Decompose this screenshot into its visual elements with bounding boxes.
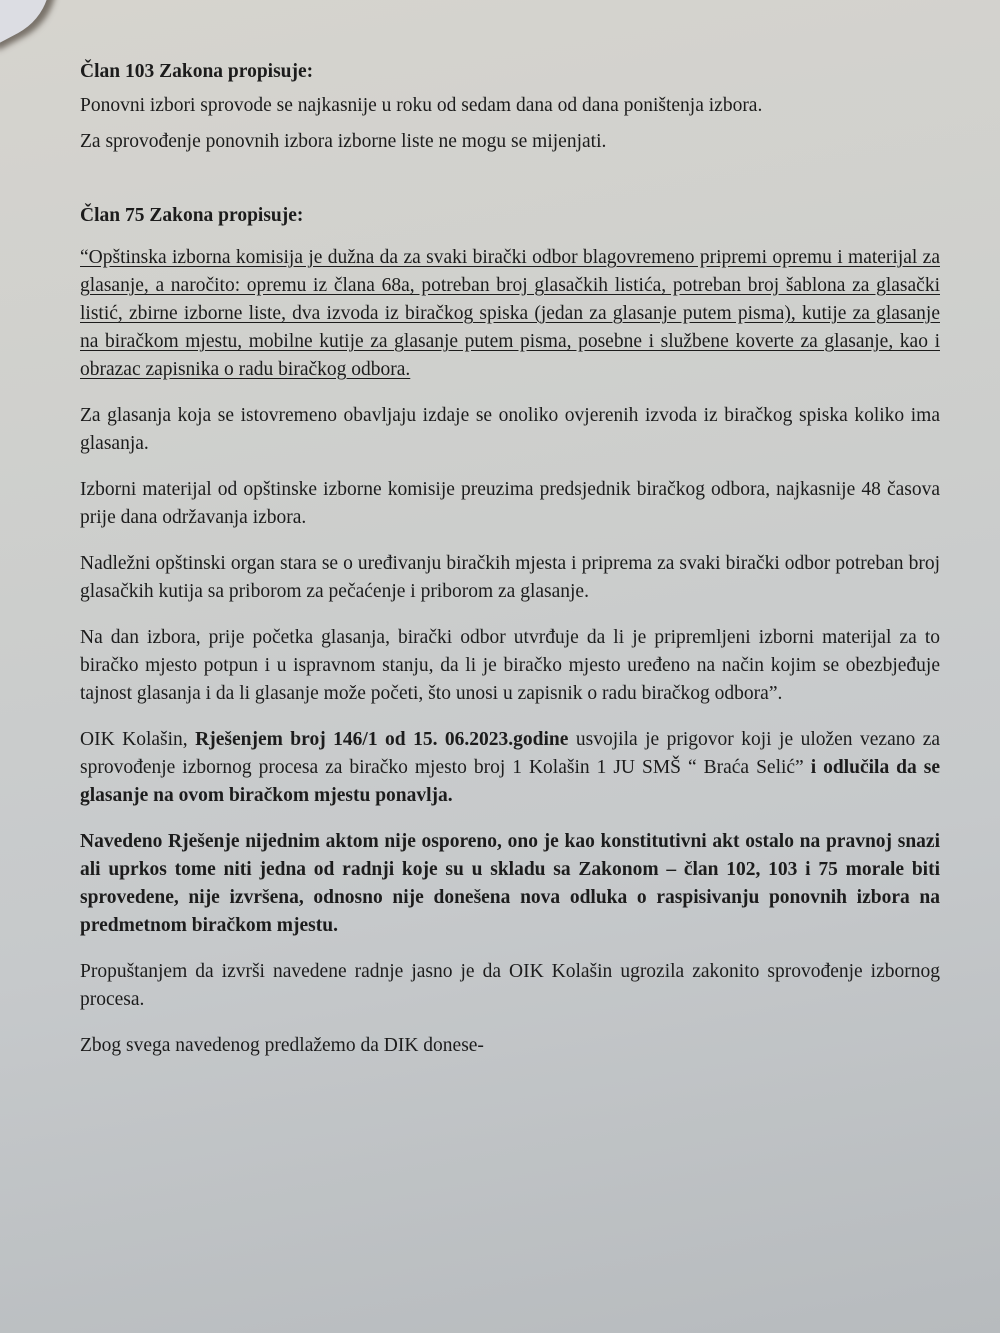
paragraph: Na dan izbora, prije početka glasanja, birački odbor utvrđuje da li je pripremljeni izborni materijal za to biračko mjesto potpun i u ispravnom stanju, da li je biračko mjesto uređeno na način kojim se obezbjeđuje tajnost glasanja i da li glasanje može početi, što unosi u zapisnik o radu biračkog odbora”.	[80, 627, 940, 704]
underlined-quote	[80, 244, 940, 384]
paragraph: Izborni materijal od opštinske izborne komisije preuzima predsjednik biračkog odbora, najkasnije 48 časova prije dana održavanja izbora.	[80, 479, 940, 528]
paragraph: Ponovni izbori sprovode se najkasnije u roku od sedam dana od dana poništenja izbora.	[80, 95, 763, 116]
page-corner-fold	[0, 0, 71, 47]
decision-outcome: i odlučila da se glasanje na ovom biračkom mjestu ponavlja.	[80, 757, 940, 806]
decision-paragraph	[80, 726, 940, 810]
bold-text: Navedeno Rješenje nijednim aktom nije osporeno, ono je kao konstitutivni akt ostalo na pravnoj snazi ali uprkos tome niti jedna od radnji koje su u skladu sa Zakonom – član 102, 103 i 75 morale biti sprovedene, nije izvršena, odnosno nije donešena nova odluka o raspisivanju ponovnih izbora na predmetnom biračkom mjestu.	[80, 831, 940, 936]
text-span: usvojila je prigovor koji je uložen vezano za sprovođenje izbornog procesa za biračko mjesto broj 1 Kolašin 1 JU SMŠ “ Braća Selić”	[80, 729, 940, 778]
quote-text: “Opštinska izborna komisija je dužna da za svaki birački odbor blagovremeno pripremi opremu i materijal za glasanje, a naročito: opremu iz člana 68a, potreban broj glasačkih listića, potreban broj šablona za glasački listić, zbirne izborne liste, dva izvoda iz biračkog spiska (jedan za glasanje putem pisma), kutije za glasanje na biračkom mjestu, mobilne kutije za glasanje putem pisma, posebne i službene koverte za glasanje, kao i obrazac zapisnika o radu biračkog odbora.	[80, 247, 940, 380]
text-span: OIK Kolašin,	[80, 729, 196, 750]
paragraph: Nadležni opštinski organ stara se o uređivanju biračkih mjesta i priprema za svaki birački odbor potreban broj glasačkih kutija sa priborom za pečaćenje i priborom za glasanje.	[80, 553, 940, 602]
paragraph: Za glasanja koja se istovremeno obavljaju izdaje se onoliko ovjerenih izvoda iz biračkog spiska koliko ima glasanja.	[80, 405, 940, 454]
decision-reference: Rješenjem broj 146/1 od 15. 06.2023.godine	[195, 729, 569, 750]
section-heading-clan-103: Član 103 Zakona propisuje:	[80, 61, 314, 82]
conclusion-paragraph: Propuštanjem da izvrši navedene radnje jasno je da OIK Kolašin ugrozila zakonito sprovođenje izbornog procesa.	[80, 961, 940, 1010]
bold-paragraph	[80, 828, 940, 940]
document-page	[80, 58, 940, 1060]
closing-line: Zbog svega navedenog predlažemo da DIK donese-	[80, 1035, 484, 1056]
section-heading-clan-75: Član 75 Zakona propisuje:	[80, 205, 304, 226]
paragraph: Za sprovođenje ponovnih izbora izborne liste ne mogu se mijenjati.	[80, 131, 607, 152]
